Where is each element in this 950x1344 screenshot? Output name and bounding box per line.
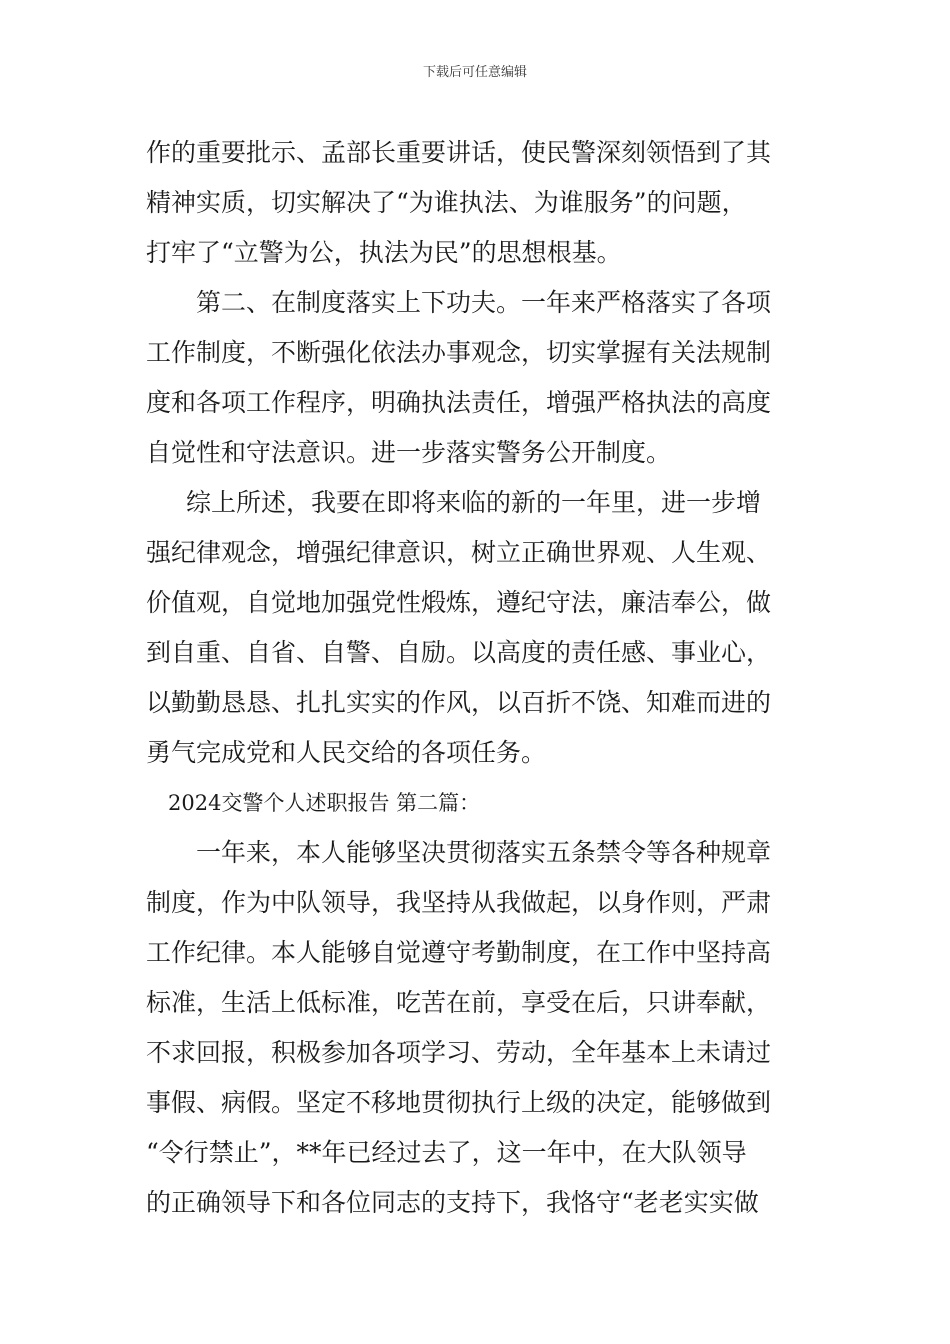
text-line: 事假、病假。坚定不移地贯彻执行上级的决定，能够做到 [146,1088,772,1117]
document-body [146,128,806,1228]
paragraph-start: 一年来，本人能够坚决贯彻落实五条禁令等各种规章 [196,838,772,867]
text-line: 精神实质，切实解决了“为谁执法、为谁服务”的问题， [146,188,747,217]
section-heading: 2024交警个人述职报告 第二篇： [168,791,481,815]
text-line: 以勤勤恳恳、扎扎实实的作风，以百折不饶、知难而进的 [146,688,772,717]
text-line: 价值观，自觉地加强党性煅炼，遵纪守法，廉洁奉公，做 [146,588,772,617]
text-line: “令行禁止”，**年已经过去了，这一年中，在大队领导 [146,1138,747,1167]
text-line: 强纪律观念，增强纪律意识，树立正确世界观、人生观、 [146,538,772,567]
text-line: 制度，作为中队领导，我坚持从我做起，以身作则，严肃 [146,888,772,917]
text-line: 标准，生活上低标准，吃苦在前，享受在后，只讲奉献， [146,988,772,1017]
text-line: 作的重要批示、孟部长重要讲话，使民警深刻领悟到了其 [146,138,772,167]
text-line: 勇气完成党和人民交给的各项任务。 [146,738,547,767]
paragraph-start: 第二、在制度落实上下功夫。一年来严格落实了各项 [196,288,772,317]
text-line: 工作制度，不断强化依法办事观念，切实掌握有关法规制 [146,338,772,367]
text-line: 到自重、自省、自警、自励。以高度的责任感、事业心， [146,638,772,667]
text-line: 不求回报，积极参加各项学习、劳动，全年基本上未请过 [146,1038,772,1067]
text-line: 打牢了“立警为公，执法为民”的思想根基。 [146,238,622,267]
text-line: 度和各项工作程序，明确执法责任，增强严格执法的高度 [146,388,772,417]
text-line: 自觉性和守法意识。进一步落实警务公开制度。 [146,438,672,467]
text-line: 工作纪律。本人能够自觉遵守考勤制度，在工作中坚持高 [146,938,772,967]
paragraph-start: 综上所述，我要在即将来临的新的一年里，进一步增 [186,488,762,517]
page-header: 下载后可任意编辑 [422,65,527,80]
text-line: 的正确领导下和各位同志的支持下，我恪守“老老实实做 [146,1188,759,1217]
